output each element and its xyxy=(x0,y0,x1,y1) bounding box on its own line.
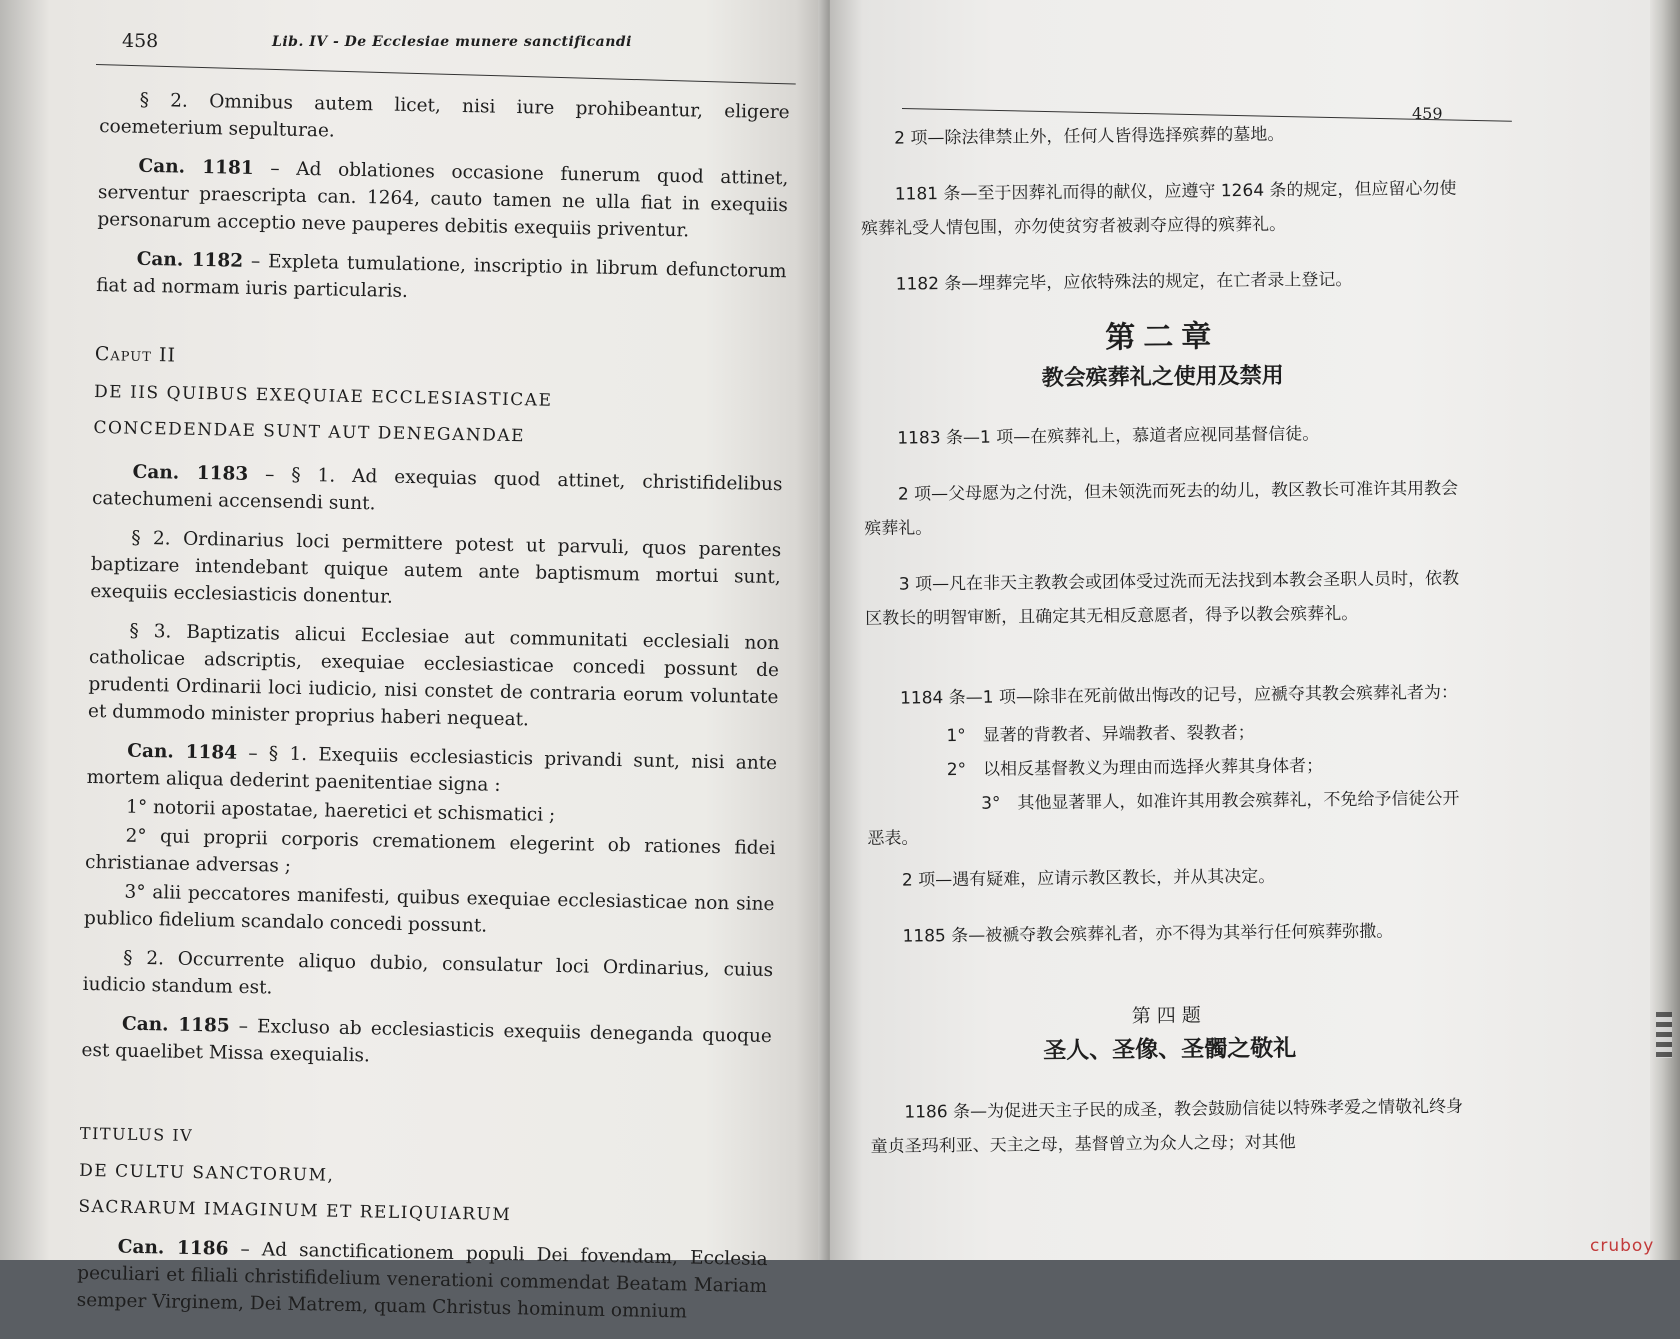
canon-1181-text: – Ad oblationes occasione funerum quod attinet, serventur praescripta can. 1264, cauto tamen ne ulla fiat in exequiis personarum acceptio neve pauperes debitis exequiis priventur. xyxy=(97,157,789,242)
canon-1186-label: Can. 1186 xyxy=(117,1236,229,1260)
article-1183-paragraph-3: 3 项—凡在非天主教教会或团体受过洗而无法找到本教会圣职人员时，依教区教长的明智审断，且确定其无相反意愿者，得予以教会殡葬礼。 xyxy=(865,568,1460,629)
chapter-heading: 第二章 xyxy=(1105,319,1220,356)
left-header-rule xyxy=(96,64,796,85)
canon-1183-paragraph-3: § 3. Baptizatis alicui Ecclesiae aut communitati ecclesiali non catholicae adscriptis, exequiae ecclesiasticae concedi possunt de prudenti Ordinarii loci iudicio, nisi constet de contraria eorum voluntate et dummodo minister proprius haberi nequeat. xyxy=(87,620,780,731)
left-page-body xyxy=(76,86,790,1339)
article-1184-item-2: 2° 以相反基督教义为理由而选择火葬其身体者； xyxy=(946,756,1324,781)
left-page-header xyxy=(96,30,796,58)
page-edge-tab-marker xyxy=(1656,1012,1672,1058)
canon-1181 xyxy=(97,152,788,246)
article-1184-item-3: 3° 其他显著罪人，如准许其用教会殡葬礼，不免给予信徒公开恶表。 xyxy=(867,788,1460,849)
canon-1183-paragraph-2: § 2. Ordinarius loci permittere potest ut parvuli, quos parentes baptizare intendebant quique autem ante baptismum mortui sunt, exequiis ecclesiasticis donentur. xyxy=(90,527,782,608)
article-1183-paragraph-1: 1183 条—1 项—在殡葬礼上，慕道者应视同基督信徒。 xyxy=(897,424,1320,449)
article-1185: 1185 条—被褫夺教会殡葬礼者，亦不得为其举行任何殡葬弥撒。 xyxy=(902,921,1394,947)
titulus-title-line-1: DE CULTU SANCTORUM, xyxy=(78,1160,335,1186)
canon-1185 xyxy=(81,1010,772,1077)
canon-1186 xyxy=(76,1233,767,1327)
watermark: cruboy xyxy=(1590,1236,1655,1256)
canon-1182-text: – Expleta tumulatione, inscriptio in librum defunctorum fiat ad normam iuris particularis. xyxy=(95,250,787,302)
book-fore-edge xyxy=(1650,0,1680,1260)
canon-1183-text: – § 1. Ad exequias quod attinet, christifidelibus catechumeni accensendi sunt. xyxy=(91,463,783,515)
caput-title-line-1: DE IIS QUIBUS EXEQUIAE ECCLESIASTICAE xyxy=(93,381,553,411)
canon-1186-text: – Ad sanctificationem populi Dei fovendam, Ecclesia peculiari et filiali christifidelium venerationi commendat Beatam Mariam semper Virginem, Dei Matrem, quam Christus hominum omnium xyxy=(76,1238,768,1323)
canon-1184-label: Can. 1184 xyxy=(127,740,238,764)
canon-1185-text: – Excluso ab ecclesiasticis exequiis deneganda quoque est quaelibet Missa exequialis. xyxy=(81,1015,773,1067)
canon-1184-text: – § 1. Exequiis ecclesiasticis privandi sunt, nisi ante mortem aliqua dederint paenitentiae signa : xyxy=(86,742,778,796)
canon-1184-item-2: 2° qui proprii corporis cremationem elegerint ob rationes fidei christianae adversas ; xyxy=(84,825,776,877)
right-page-number: 459 xyxy=(1412,104,1443,123)
article-1181: 1181 条—至于因葬礼而得的献仪，应遵守 1264 条的规定，但应留心勿使殡葬礼受人情包围，亦勿使贫穷者被剥夺应得的殡葬礼。 xyxy=(861,178,1457,239)
titulus-title-line-2: SACRARUM IMAGINUM ET RELIQUIARUM xyxy=(78,1196,512,1226)
article-1183-paragraph-2: 2 项—父母愿为之付洗，但未领洗而死去的幼儿，教区教长可准许其用教会殡葬礼。 xyxy=(864,478,1459,539)
canon-1180-paragraph-2: § 2. Omnibus autem licet, nisi iure prohibeantur, eligere coemeterium sepulturae. xyxy=(99,89,790,142)
canon-1184-paragraph-2: § 2. Occurrente aliquo dubio, consulatur loci Ordinarius, cuius iudicio standum est. xyxy=(82,947,774,999)
canon-1184-item-3: 3° alii peccatores manifesti, quibus exequiae ecclesiasticae non sine publico fidelium scandalo concedi possunt. xyxy=(83,881,775,937)
title-4-heading: 第四题 xyxy=(1131,1004,1207,1028)
caput-title-line-2: CONCEDENDAE SUNT AUT DENEGANDAE xyxy=(93,417,526,447)
canon-1181-label: Can. 1181 xyxy=(138,155,254,179)
article-1180-paragraph-2: 2 项—除法律禁止外，任何人皆得选择殡葬的墓地。 xyxy=(894,124,1285,149)
right-page xyxy=(830,0,1650,1260)
right-page-body xyxy=(860,116,1471,1186)
caput-heading: Caput II xyxy=(94,342,177,367)
canon-1182-label: Can. 1182 xyxy=(136,248,244,272)
left-page xyxy=(0,0,830,1323)
article-1182: 1182 条—埋葬完毕，应依特殊法的规定，在亡者录上登记。 xyxy=(895,269,1353,295)
article-1184-paragraph-2: 2 项—遇有疑难，应请示教区教长，并从其决定。 xyxy=(901,866,1276,891)
left-page-number: 458 xyxy=(122,30,159,52)
article-1184-paragraph-1: 1184 条—1 项—除非在死前做出悔改的记号，应褫夺其教会殡葬礼者为： xyxy=(899,682,1459,709)
canon-1183-label: Can. 1183 xyxy=(132,461,249,485)
chapter-title: 教会殡葬礼之使用及禁用 xyxy=(1041,363,1284,392)
titulus-heading: TITULUS IV xyxy=(79,1123,194,1145)
canon-1183 xyxy=(92,458,783,525)
left-running-head: Lib. IV - De Ecclesiae munere sanctificandi xyxy=(272,34,632,50)
canon-1184-item-1: 1° notorii apostatae, haeretici et schismatici ; xyxy=(125,796,556,826)
article-1184-item-1: 1° 显著的背教者、异端教者、裂教者； xyxy=(946,722,1255,747)
canon-1182 xyxy=(96,245,787,312)
title-4-title: 圣人、圣像、圣髑之敬礼 xyxy=(1043,1035,1297,1065)
canon-1185-label: Can. 1185 xyxy=(121,1013,230,1037)
article-1186: 1186 条—为促进天主子民的成圣，教会鼓励信徒以特殊孝爱之情敬礼终身童贞圣玛利亚、天主之母，基督曾立为众人之母；对其他 xyxy=(870,1096,1464,1157)
